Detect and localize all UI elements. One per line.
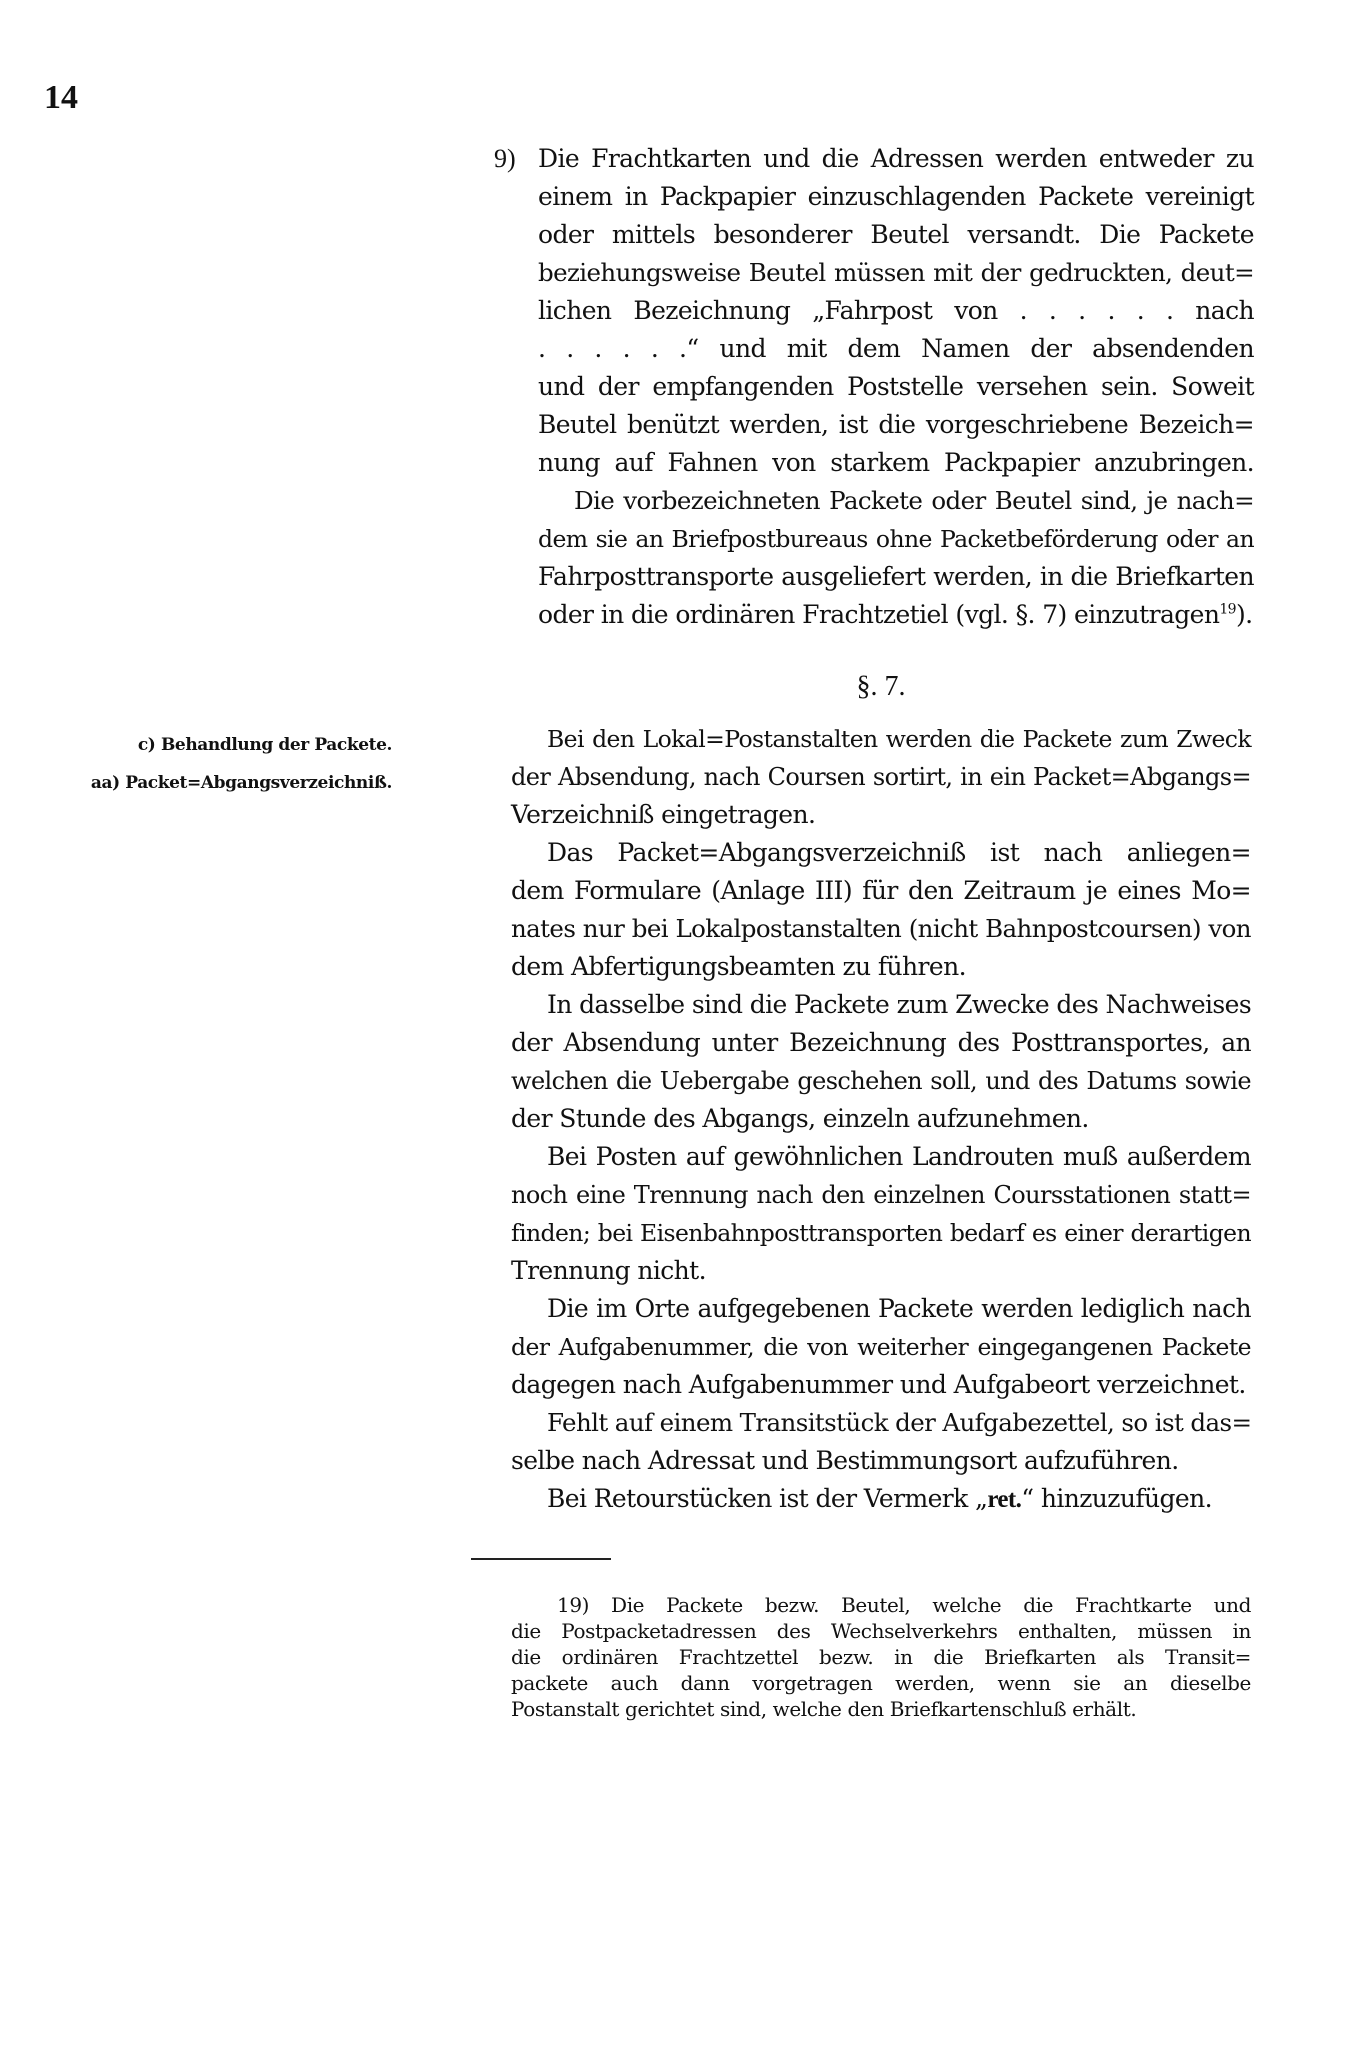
text-line: nates nur bei Lokalpostanstalten (nicht Bahnpostcoursen) von (511, 914, 1251, 943)
text-line: Das Packet=Abgangsverzeichniß ist nach anliegen= (547, 838, 1251, 867)
note-number: 9) (494, 144, 516, 173)
page-number: 14 (44, 79, 78, 116)
text-segment: oder in die ordinären Frachtzetiel (vgl. §. 7) einzutragen (538, 600, 1220, 629)
text-line: der Stunde des Abgangs, einzeln aufzunehmen. (511, 1104, 1089, 1133)
text-line: nung auf Fahnen von starkem Packpapier anzubringen. (538, 448, 1254, 477)
text-line: dem Formulare (Anlage III) für den Zeitraum je eines Mo= (511, 876, 1251, 905)
footnote-line: die ordinären Frachtzettel bezw. in die Briefkarten als Transit= (511, 1645, 1251, 1669)
text-line: . . . . . .“ und mit dem Namen der absendenden (538, 334, 1254, 363)
footnote-line: die Postpacketadressen des Wechselverkehrs enthalten, müssen in (511, 1619, 1251, 1643)
text-segment: “ hinzuzufügen. (1021, 1484, 1212, 1513)
margin-note: aa) Packet=Abgangsverzeichniß. (90, 773, 392, 793)
text-line: dem Abfertigungsbeamten zu führen. (511, 952, 966, 981)
text-line: Bei Posten auf gewöhnlichen Landrouten muß außerdem (547, 1142, 1251, 1171)
note-9-text (538, 140, 1254, 634)
section-7-body (511, 720, 1251, 1518)
text-line: Beutel benützt werden, ist die vorgeschriebene Bezeich= (538, 410, 1254, 439)
margin-notes (60, 726, 392, 802)
text-line: und der empfangenden Poststelle versehen sein. Soweit (538, 372, 1254, 401)
text-line-ret (511, 1480, 1251, 1518)
text-segment: Bei Retourstücken ist der Vermerk „ (547, 1484, 988, 1513)
text-line: oder mittels besonderer Beutel versandt. Die Packete (538, 220, 1254, 249)
text-line: beziehungsweise Beutel müssen mit der gedruckten, deut= (538, 258, 1254, 287)
footnote-19 (511, 1592, 1251, 1722)
section-heading: §. 7. (856, 671, 906, 702)
text-line: Fahrposttransporte ausgeliefert werden, in die Briefkarten (538, 562, 1254, 591)
text-line: lichen Bezeichnung „Fahrpost von . . . . . . nach (538, 296, 1254, 325)
text-line: Die vorbezeichneten Packete oder Beutel sind, je nach= (574, 486, 1254, 515)
text-line: Die Frachtkarten und die Adressen werden entweder zu (538, 144, 1254, 173)
footnote-ref[interactable]: 19 (1219, 601, 1236, 618)
text-line: Verzeichniß eingetragen. (511, 800, 816, 829)
text-line: dagegen nach Aufgabenummer und Aufgabeort verzeichnet. (511, 1370, 1246, 1399)
text-segment: ). (1236, 600, 1253, 629)
text-line: der Aufgabenummer, die von weiterher eingegangenen Packete (511, 1333, 1251, 1361)
footnote-line: packete auch dann vorgetragen werden, wenn sie an dieselbe (511, 1671, 1251, 1695)
text-line: der Absendung, nach Coursen sortirt, in ein Packet=Abgangs= (511, 763, 1251, 791)
text-line: Trennung nicht. (511, 1256, 706, 1285)
text-line-with-footnote (538, 596, 1254, 634)
text-line: Fehlt auf einem Transitstück der Aufgabezettel, so ist das= (547, 1408, 1252, 1437)
footnote-rule (471, 1558, 611, 1560)
footnote-line: Postanstalt gerichtet sind, welche den Briefkartenschluß erhält. (511, 1697, 1137, 1721)
text-line: einem in Packpapier einzuschlagenden Packete vereinigt (538, 182, 1254, 211)
text-line: Bei den Lokal=Postanstalten werden die Packete zum Zweck (547, 725, 1251, 753)
ret-mark: ret. (987, 1486, 1022, 1513)
text-line: selbe nach Adressat und Bestimmungsort aufzuführen. (511, 1446, 1179, 1475)
text-line: Die im Orte aufgegebenen Packete werden lediglich nach (547, 1294, 1251, 1323)
footnote-line: 19) Die Packete bezw. Beutel, welche die Frachtkarte und (557, 1593, 1251, 1617)
text-line: noch eine Trennung nach den einzelnen Coursstationen statt= (511, 1181, 1251, 1209)
text-line: finden; bei Eisenbahnposttransporten bedarf es einer derartigen (511, 1219, 1251, 1247)
text-line: der Absendung unter Bezeichnung des Posttransportes, an (511, 1028, 1251, 1057)
text-line: In dasselbe sind die Packete zum Zwecke des Nachweises (547, 990, 1252, 1019)
margin-note: c) Behandlung der Packete. (137, 735, 392, 755)
text-line: dem sie an Briefpostbureaus ohne Packetbeförderung oder an (538, 525, 1254, 553)
text-line: welchen die Uebergabe geschehen soll, und des Datums sowie (511, 1067, 1251, 1095)
